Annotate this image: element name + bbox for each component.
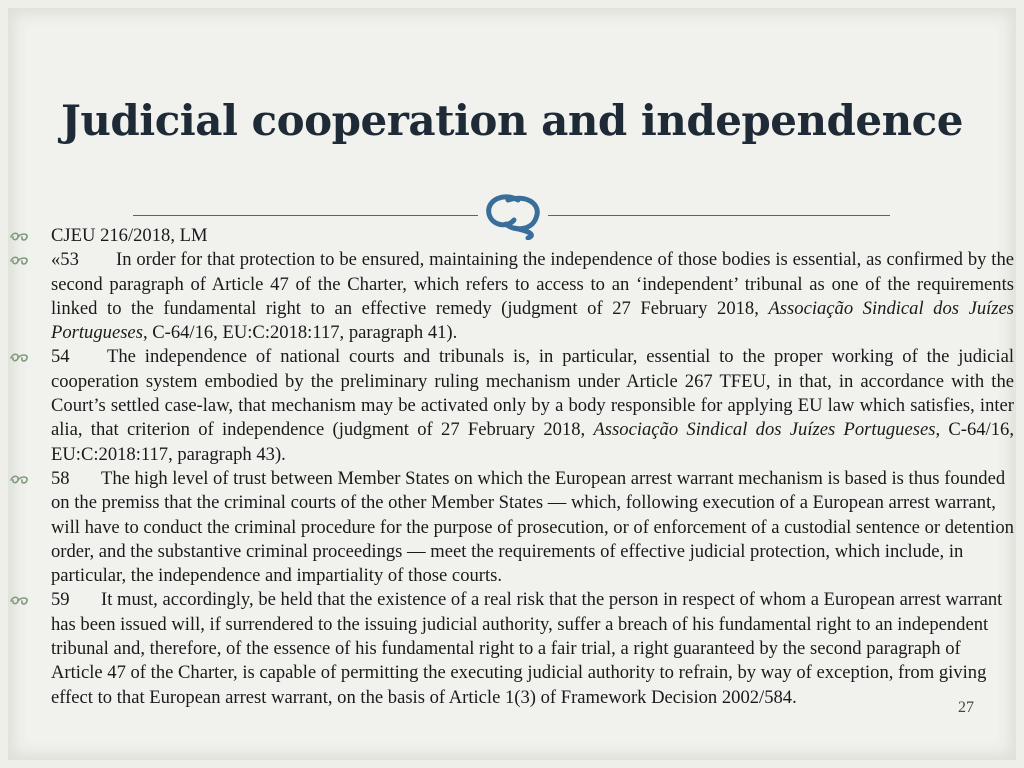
curl-bullet-icon xyxy=(10,353,29,363)
paragraph-number: 54 xyxy=(51,346,70,368)
curl-bullet-icon xyxy=(10,256,29,266)
curl-bullet-icon xyxy=(10,475,29,485)
paragraph-text: In order for that protection to be ensured, maintaining the independence of those bodies is essential, as confirmed by the second paragraph of Article 47 of the Charter, which refers to access to an ‘independent’ tribunal as one of the requirements linked to the fundamental right to an effective remedy (judgment of 27 February 2018, xyxy=(51,249,1014,319)
paragraph-number: 58 xyxy=(51,467,70,489)
page-number: 27 xyxy=(958,699,974,716)
list-item xyxy=(10,224,1014,248)
divider-line-left xyxy=(133,215,478,216)
curl-bullet-icon xyxy=(10,232,29,242)
list-item xyxy=(10,248,1014,345)
paragraph-number: 59 xyxy=(51,589,70,611)
case-name: Associação Sindical dos Juízes Portugueses xyxy=(51,297,1015,344)
paragraph-text: It must, accordingly, be held that the existence of a real risk that the person in respect of whom a European arrest warrant has been issued will, if surrendered to the issuing judicial authority, suffer a breach of his fundamental right to an independent tribunal and, therefore, of the essence of his fundamental right to a fair trial, a right guaranteed by the second paragraph of Article 47 of the Charter, is capable of permitting the executing judicial authority to refrain, by way of exception, from giving effect to that European arrest warrant, on the basis of Article 1(3) of Framework Decision 2002/584. xyxy=(51,589,1003,708)
paragraph-text-end: , C‑64/16, EU:C:2018:117, paragraph 43). xyxy=(51,419,1014,465)
list-item xyxy=(10,345,1014,466)
slide-title: Judicial cooperation and independence xyxy=(61,96,963,145)
paragraph-number: «53 xyxy=(51,249,79,271)
citation-text: CJEU 216/2018, LM xyxy=(51,225,208,246)
paragraph-text: The independence of national courts and tribunals is, in particular, essential to the proper working of the judicial cooperation system embodied by the preliminary ruling mechanism under Article 267 TFEU, in that, in accordance with the Court’s settled case-law, that mechanism may be activated only by a body responsible for applying EU law which satisfies, inter alia, that criterion of independence (judgment of 27 February 2018, xyxy=(51,346,1014,441)
paragraph-text-end: , C‑64/16, EU:C:2018:117, paragraph 41). xyxy=(142,322,458,344)
paragraph-text: The high level of trust between Member States on which the European arrest warrant mechanism is based is thus founded on the premiss that the criminal courts of the other Member States — which, following execution of a European arrest warrant, will have to conduct the criminal procedure for the purpose of prosecution, or of enforcement of a custodial sentence or detention order, and the substantive criminal proceedings — meet the requirements of effective judicial protection, which include, in particular, the independence and impartiality of those courts. xyxy=(51,467,1014,587)
case-name: Associação Sindical dos Juízes Portugueses xyxy=(593,419,936,441)
divider-line-right xyxy=(548,215,890,216)
list-item xyxy=(10,467,1014,588)
slide-body xyxy=(10,224,1014,768)
list-item xyxy=(10,588,1014,709)
curl-bullet-icon xyxy=(10,596,29,606)
